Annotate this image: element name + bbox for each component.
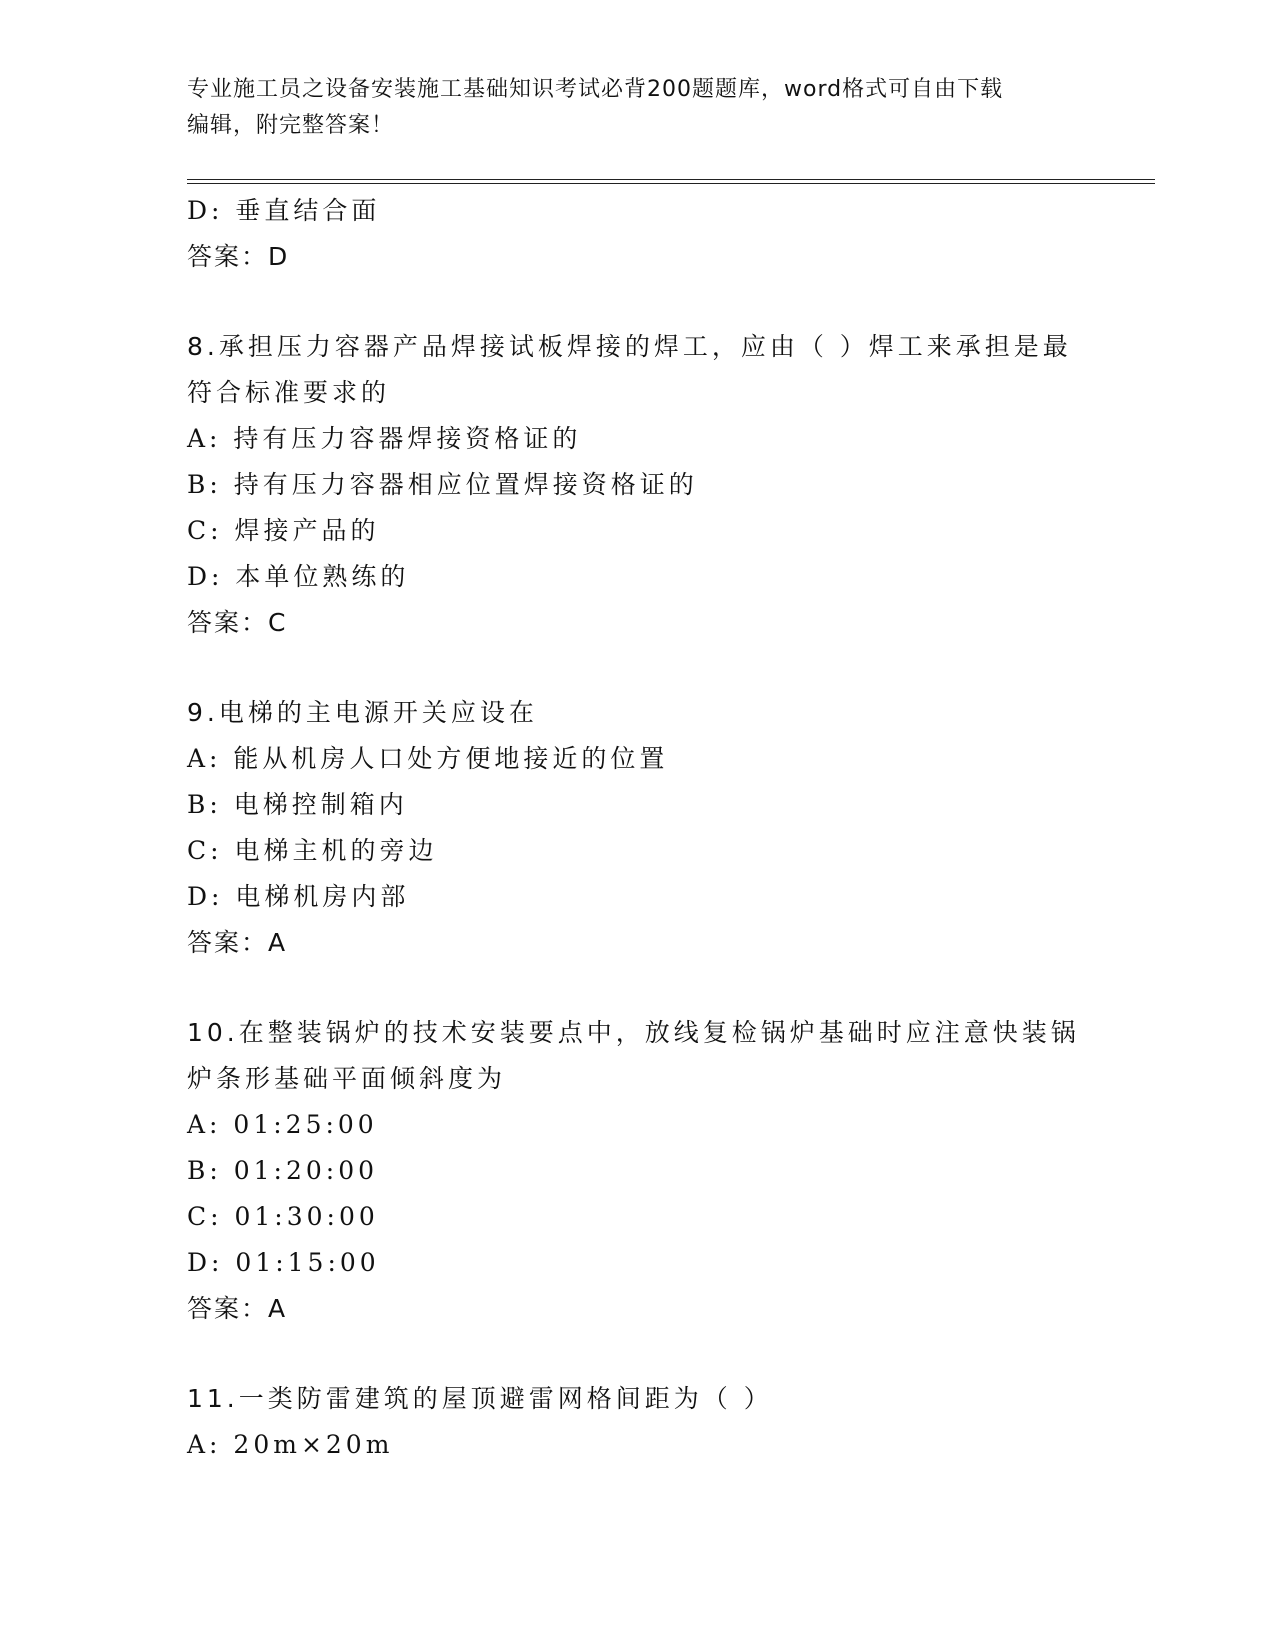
option-c: C: 01:30:00 [187, 1202, 379, 1231]
question-stem: 11.一类防雷建筑的屋顶避雷网格间距为（ ） [187, 1384, 773, 1413]
option-d: D: 本单位熟练的 [187, 562, 410, 591]
option-a: A: 能从机房人口处方便地接近的位置 [187, 744, 669, 773]
option-c: C: 电梯主机的旁边 [187, 836, 438, 865]
question-stem-line-2: 炉条形基础平面倾斜度为 [187, 1064, 507, 1093]
answer-label: 答案：A [187, 1294, 288, 1323]
question-list [187, 188, 1087, 1468]
question-stem-line-2: 符合标准要求的 [187, 378, 391, 407]
header-divider-top [187, 179, 1155, 180]
option-b: B: 01:20:00 [187, 1156, 379, 1185]
question-10 [187, 1010, 1087, 1332]
question-8 [187, 324, 1087, 646]
option-c: C: 焊接产品的 [187, 516, 380, 545]
option-b: B: 持有压力容器相应位置焊接资格证的 [187, 470, 698, 499]
option-d: D: 电梯机房内部 [187, 882, 410, 911]
option-b: B: 电梯控制箱内 [187, 790, 408, 819]
question-11 [187, 1376, 1087, 1468]
question-stem: 9.电梯的主电源开关应设在 [187, 698, 538, 727]
header-divider-bottom [187, 183, 1155, 184]
header-line-2: 编辑，附完整答案！ [187, 113, 395, 138]
question-7-tail [187, 188, 1087, 280]
option-a: A: 持有压力容器焊接资格证的 [187, 424, 582, 453]
option-a: A: 20m×20m [187, 1430, 394, 1459]
option-d: D: 01:15:00 [187, 1248, 380, 1277]
question-stem-line-1: 10.在整装锅炉的技术安装要点中，放线复检锅炉基础时应注意快装锅 [187, 1018, 1080, 1047]
document-header [187, 72, 1087, 144]
answer-label: 答案：D [187, 242, 290, 271]
answer-label: 答案：A [187, 928, 288, 957]
question-stem-line-1: 8.承担压力容器产品焊接试板焊接的焊工，应由（ ）焊工来承担是最 [187, 332, 1072, 361]
answer-label: 答案：C [187, 608, 288, 637]
option-d: D: 垂直结合面 [187, 196, 381, 225]
option-a: A: 01:25:00 [187, 1110, 378, 1139]
header-line-1: 专业施工员之设备安装施工基础知识考试必背200题题库，word格式可自由下载 [187, 77, 1004, 102]
question-9 [187, 690, 1087, 966]
